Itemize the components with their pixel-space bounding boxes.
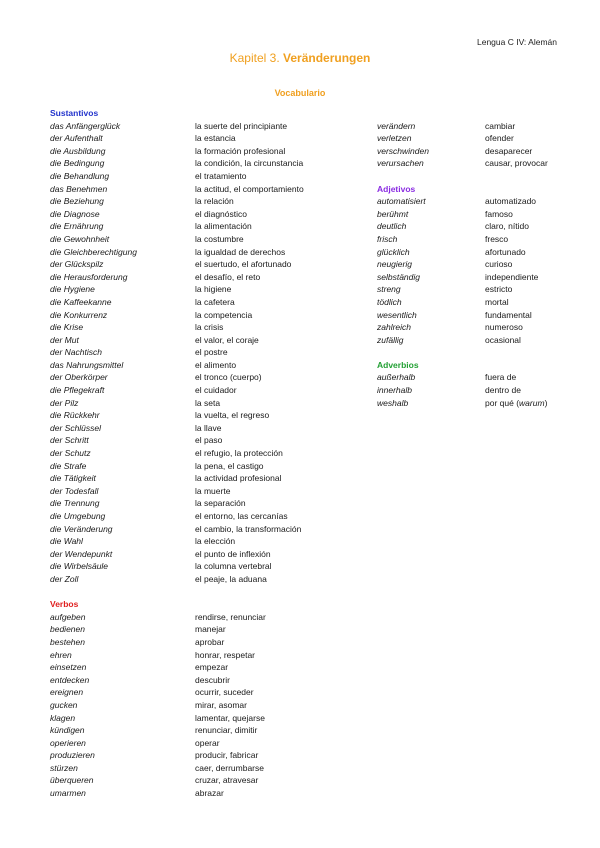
vocab-row (377, 258, 548, 271)
spanish-translation: lamentar, quejarse (195, 712, 265, 723)
german-term: die Beziehung (50, 196, 104, 207)
spanish-translation: la formación profesional (195, 145, 286, 156)
sustantivos-heading: Sustantivos (50, 108, 99, 118)
german-term: ereignen (50, 687, 84, 698)
vocab-row (50, 749, 304, 762)
spanish-translation: mortal (485, 296, 509, 307)
spanish-translation: operar (195, 737, 220, 748)
spanish-translation: mirar, asomar (195, 699, 247, 710)
verbos-heading: Verbos (50, 599, 79, 610)
german-term: umarmen (50, 788, 86, 799)
spanish-translation: la competencia (195, 309, 253, 320)
german-term: die Wahl (50, 536, 83, 547)
vocab-row (50, 434, 304, 447)
german-term: die Rückkehr (50, 410, 100, 421)
spanish-translation: la pena, el castigo (195, 460, 264, 471)
german-term: die Gleichberechtigung (50, 246, 137, 257)
vocab-row (50, 724, 304, 737)
spanish-translation: el diagnóstico (195, 208, 247, 219)
vocab-row (377, 220, 548, 233)
spanish-translation: la columna vertebral (195, 561, 272, 572)
vocab-row (377, 120, 548, 133)
spanish-translation: descubrir (195, 674, 230, 685)
vocab-row (50, 384, 304, 397)
spanish-translation: el peaje, la aduana (195, 573, 267, 584)
german-term: die Herausforderung (50, 271, 128, 282)
german-term: einsetzen (50, 662, 87, 673)
vocab-row (50, 296, 304, 309)
vocab-row (50, 132, 304, 145)
german-term: die Strafe (50, 460, 87, 471)
vocab-row (377, 132, 548, 145)
german-term: bestehen (50, 636, 85, 647)
spanish-translation: manejar (195, 624, 226, 635)
vocab-row (50, 611, 304, 624)
spanish-translation: independiente (485, 271, 539, 282)
chapter-title (0, 51, 600, 65)
vocab-row (50, 523, 304, 536)
spanish-translation: caer, derrumbarse (195, 762, 264, 773)
spanish-translation: cruzar, atravesar (195, 775, 259, 786)
vocab-row (50, 195, 304, 208)
verbos-list (50, 611, 304, 800)
spanish-translation: la higiene (195, 284, 232, 295)
vocab-row (377, 145, 548, 158)
spanish-translation: la alimentación (195, 221, 252, 232)
spanish-translation: la separación (195, 498, 246, 509)
german-term: wesentlich (377, 309, 417, 320)
spanish-translation: aprobar (195, 636, 225, 647)
spanish-translation: honrar, respetar (195, 649, 256, 660)
adverbios-heading: Adverbios (377, 359, 419, 370)
german-term: der Schritt (50, 435, 89, 446)
sustantivos-list (50, 120, 304, 586)
vocab-row (377, 296, 548, 309)
vocab-row (50, 447, 304, 460)
spanish-translation: el tronco (cuerpo) (195, 372, 262, 383)
german-term: streng (377, 284, 401, 295)
spanish-translation: el paso (195, 435, 223, 446)
vocab-row (377, 233, 548, 246)
spanish-translation: la costumbre (195, 233, 244, 244)
vocab-row (50, 573, 304, 586)
vocab-row (50, 409, 304, 422)
vocab-row (50, 649, 304, 662)
vocab-row (50, 774, 304, 787)
german-term: kündigen (50, 725, 85, 736)
german-term: verschwinden (377, 145, 429, 156)
german-term: entdecken (50, 674, 90, 685)
german-term: das Nahrungsmittel (50, 359, 124, 370)
german-term: die Wirbelsäule (50, 561, 109, 572)
german-term: der Aufenthalt (50, 133, 103, 144)
vocab-row (50, 220, 304, 233)
vocab-row (50, 246, 304, 259)
spanish-translation: dentro de (485, 385, 521, 396)
german-term: neugierig (377, 259, 412, 270)
german-term: operieren (50, 737, 86, 748)
german-term: das Anfängerglück (50, 120, 121, 131)
adjetivos-list (377, 195, 548, 346)
german-term: bedienen (50, 624, 85, 635)
german-term: der Mut (50, 334, 79, 345)
german-term: der Pilz (50, 397, 79, 408)
vocab-row (377, 371, 548, 384)
german-term: produzieren (50, 750, 95, 761)
vocab-row (50, 346, 304, 359)
spanish-translation: empezar (195, 662, 229, 673)
chapter-name: Veränderungen (283, 51, 371, 65)
vocab-row (50, 183, 304, 196)
chapter-prefix: Kapitel 3. (229, 51, 280, 65)
spanish-translation: la suerte del principiante (195, 120, 288, 131)
spanish-translation: rendirse, renunciar (195, 611, 266, 622)
german-term: verändern (377, 120, 416, 131)
german-term: aufgeben (50, 611, 86, 622)
spanish-translation: fundamental (485, 309, 532, 320)
vocab-row (50, 334, 304, 347)
vocab-row (50, 321, 304, 334)
spanish-translation: fuera de (485, 372, 517, 383)
german-term: verletzen (377, 133, 412, 144)
german-term: glücklich (377, 246, 410, 257)
vocab-row (50, 535, 304, 548)
german-term: selbständig (377, 271, 421, 282)
spanish-translation: causar, provocar (485, 158, 548, 169)
spanish-translation: la elección (195, 536, 236, 547)
spanish-translation: el refugio, la protección (195, 448, 283, 459)
german-term: zufällig (377, 334, 404, 345)
german-term: die Diagnose (50, 208, 100, 219)
vocab-row (50, 145, 304, 158)
vocab-row (50, 309, 304, 322)
german-term: automatisiert (377, 196, 426, 207)
spanish-translation (485, 397, 547, 410)
spanish-translation: famoso (485, 208, 513, 219)
vocab-row (50, 233, 304, 246)
german-term: der Wendepunkt (50, 548, 113, 559)
vocab-row (50, 472, 304, 485)
adverbios-list (377, 371, 548, 409)
spanish-translation: el cuidador (195, 385, 237, 396)
german-term: die Gewohnheit (50, 233, 110, 244)
german-term: innerhalb (377, 385, 412, 396)
spanish-translation: el desafío, el reto (195, 271, 261, 282)
translation-text: por qué (485, 397, 517, 408)
spanish-translation: el tratamiento (195, 170, 247, 181)
vocab-row (50, 460, 304, 473)
spanish-translation: curioso (485, 259, 513, 270)
vocab-row (50, 661, 304, 674)
vocab-row (50, 699, 304, 712)
german-term: die Hygiene (50, 284, 95, 295)
spanish-translation: fresco (485, 233, 509, 244)
german-term: die Tätigkeit (50, 473, 96, 484)
german-term: das Benehmen (50, 183, 108, 194)
german-term: die Behandlung (50, 170, 110, 181)
vocab-row (50, 510, 304, 523)
german-term: der Zoll (50, 573, 79, 584)
german-term: der Nachtisch (50, 347, 102, 358)
spanish-translation: numeroso (485, 322, 523, 333)
vocab-row (377, 334, 548, 347)
german-term: der Schlüssel (50, 422, 102, 433)
vocab-row (377, 246, 548, 259)
german-term: der Todesfall (50, 485, 99, 496)
german-term: gucken (50, 699, 78, 710)
vocab-row (377, 195, 548, 208)
spanish-translation: automatizado (485, 196, 537, 207)
german-term: die Bedingung (50, 158, 105, 169)
spanish-translation: claro, nítido (485, 221, 529, 232)
paren-close: ) (544, 397, 548, 408)
right-column (377, 120, 548, 410)
spanish-translation: ocasional (485, 334, 521, 345)
german-term: klagen (50, 712, 76, 723)
vocab-row (377, 397, 548, 410)
vocab-row (50, 712, 304, 725)
spanish-translation: la relación (195, 196, 234, 207)
german-term: der Glückspilz (50, 259, 104, 270)
german-term: die Konkurrenz (50, 309, 108, 320)
left-column (50, 107, 304, 800)
spanish-translation: el punto de inflexión (195, 548, 271, 559)
translation-italic: warum (519, 397, 545, 408)
vocab-row (377, 283, 548, 296)
spanish-translation: producir, fabricar (195, 750, 259, 761)
vocab-row (50, 560, 304, 573)
german-term: tödlich (377, 296, 402, 307)
vocab-row (50, 636, 304, 649)
german-term: der Oberkörper (50, 372, 108, 383)
vocab-row (50, 371, 304, 384)
german-term: verursachen (377, 158, 424, 169)
german-term: stürzen (50, 762, 78, 773)
german-term: berühmt (377, 208, 409, 219)
german-term: deutlich (377, 221, 407, 232)
vocab-row (50, 623, 304, 636)
vocab-row (50, 283, 304, 296)
spanish-translation: la seta (195, 397, 221, 408)
vocab-row (50, 548, 304, 561)
german-term: zahlreich (377, 322, 412, 333)
spanish-translation: la muerte (195, 485, 231, 496)
german-term: die Veränderung (50, 523, 113, 534)
spanish-translation: renunciar, dimitir (195, 725, 258, 736)
vocab-row (377, 309, 548, 322)
german-term: die Trennung (50, 498, 100, 509)
spanish-translation: abrazar (195, 788, 224, 799)
spanish-translation: la crisis (195, 322, 224, 333)
vocab-row (50, 157, 304, 170)
vocab-row (50, 674, 304, 687)
spanish-translation: la vuelta, el regreso (195, 410, 270, 421)
vocab-row (377, 321, 548, 334)
spanish-translation: estricto (485, 284, 513, 295)
vocab-row (50, 485, 304, 498)
spanish-translation: afortunado (485, 246, 526, 257)
vocab-row (50, 497, 304, 510)
spanish-translation: la condición, la circunstancia (195, 158, 304, 169)
vocab-row (50, 762, 304, 775)
spanish-translation: la actitud, el comportamiento (195, 183, 304, 194)
vocab-row (377, 208, 548, 221)
vocab-row (50, 271, 304, 284)
vocab-row (50, 686, 304, 699)
german-term: der Schutz (50, 448, 91, 459)
german-term: überqueren (50, 775, 94, 786)
german-term: die Kaffeekanne (50, 296, 112, 307)
german-term: außerhalb (377, 372, 416, 383)
spanish-translation: el alimento (195, 359, 237, 370)
spanish-translation: el cambio, la transformación (195, 523, 302, 534)
spanish-translation: la igualdad de derechos (195, 246, 286, 257)
vocab-row (377, 384, 548, 397)
spanish-translation: ofender (485, 133, 514, 144)
vocab-row (50, 258, 304, 271)
course-label: Lengua C IV: Alemán (476, 37, 557, 47)
spanish-translation: la estancia (195, 133, 236, 144)
german-term: die Ausbildung (50, 145, 106, 156)
spanish-translation: el valor, el coraje (195, 334, 259, 345)
vocab-row (50, 170, 304, 183)
spanish-translation: ocurrir, suceder (195, 687, 254, 698)
spanish-translation: cambiar (485, 120, 516, 131)
vocab-row (50, 359, 304, 372)
vocab-row (50, 397, 304, 410)
spanish-translation: desaparecer (485, 145, 533, 156)
spanish-translation: la actividad profesional (195, 473, 282, 484)
vocab-row (377, 157, 548, 170)
vocab-row (50, 787, 304, 800)
vocab-row (50, 737, 304, 750)
spanish-translation: el suertudo, el afortunado (195, 259, 292, 270)
german-term: die Ernährung (50, 221, 104, 232)
spanish-translation: el entorno, las cercanías (195, 511, 288, 521)
german-term: die Pflegekraft (50, 385, 105, 396)
german-term: frisch (377, 233, 398, 244)
vocab-row (50, 120, 304, 133)
verbos-cont-list (377, 120, 548, 170)
spanish-translation: la llave (195, 422, 222, 433)
german-term: weshalb (377, 397, 409, 408)
adjetivos-heading: Adjetivos (377, 183, 416, 194)
vocab-row (50, 422, 304, 435)
spanish-translation: el postre (195, 347, 228, 358)
paren-open: ( (516, 397, 520, 408)
vocab-row (377, 271, 548, 284)
vocab-row (50, 208, 304, 221)
german-term: die Krise (50, 322, 84, 333)
spanish-translation: la cafetera (195, 296, 235, 307)
german-term: die Umgebung (50, 511, 106, 521)
german-term: ehren (50, 649, 72, 660)
section-title: Vocabulario (274, 88, 326, 98)
